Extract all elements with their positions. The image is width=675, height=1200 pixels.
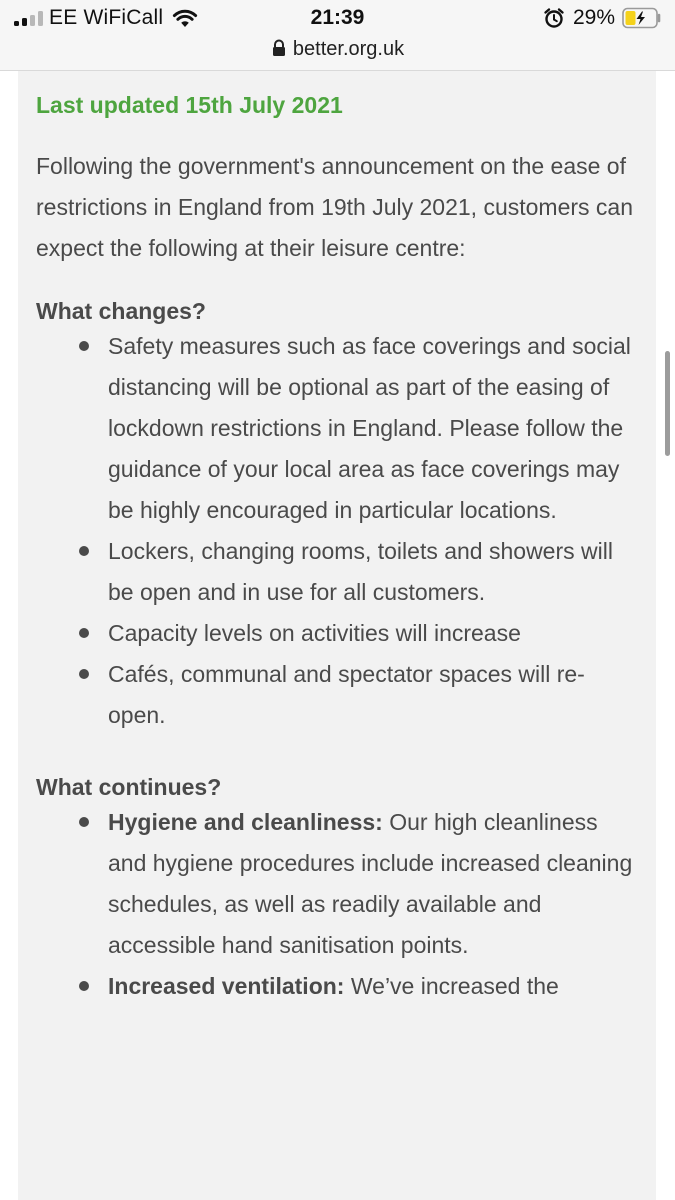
bullet-icon [79, 669, 89, 679]
list-item-title: Hygiene and cleanliness: [108, 809, 383, 835]
bullet-icon [79, 341, 89, 351]
what-changes-heading: What changes? [36, 298, 206, 324]
list-item [36, 802, 636, 966]
changes-list [36, 326, 636, 736]
list-item-text: Lockers, changing rooms, toilets and showers will be open and in use for all customers. [108, 538, 613, 605]
list-item-text: Our high cleanliness and hygiene procedures include increased cleaning schedules, as well as readily available and accessible hand sanitisation points. [108, 809, 633, 958]
list-item-title: Increased ventilation: [108, 973, 345, 999]
list-item-text: Safety measures such as face coverings and social distancing will be optional as part of the easing of lockdown restrictions in England. Please follow the guidance of your local area as face coverings may be highly encouraged in particular locations. [108, 333, 631, 523]
scrollbar[interactable] [665, 351, 670, 456]
list-item [36, 531, 636, 613]
last-updated-text: Last updated 15th July 2021 [36, 92, 343, 118]
alarm-icon [543, 7, 565, 29]
list-item-text: We’ve increased the [344, 973, 559, 999]
list-item [36, 613, 636, 654]
list-item-text: Cafés, communal and spectator spaces will re-open. [108, 661, 585, 728]
battery-icon [622, 7, 662, 29]
what-continues-heading: What continues? [36, 774, 222, 800]
list-item [36, 654, 636, 736]
address-bar[interactable] [0, 36, 675, 71]
list-item-text: Capacity levels on activities will increase [108, 620, 521, 646]
list-item [36, 966, 636, 1007]
lock-icon [271, 39, 287, 57]
bullet-icon [79, 981, 89, 991]
bullet-icon [79, 546, 89, 556]
url-text: better.org.uk [292, 38, 405, 61]
carrier-name: EE WiFiCall [49, 6, 164, 29]
bullet-icon [79, 817, 89, 827]
clock: 21:39 [310, 6, 365, 29]
bullet-icon [79, 628, 89, 638]
continues-list [36, 802, 636, 1007]
battery-percent: 29% [573, 6, 616, 29]
status-bar [0, 0, 675, 36]
intro-paragraph: Following the government's announcement on the ease of restrictions in England from 19th July 2021, customers can expect the following at their leisure centre: [36, 153, 634, 261]
article-content [36, 71, 636, 1007]
list-item [36, 326, 636, 531]
